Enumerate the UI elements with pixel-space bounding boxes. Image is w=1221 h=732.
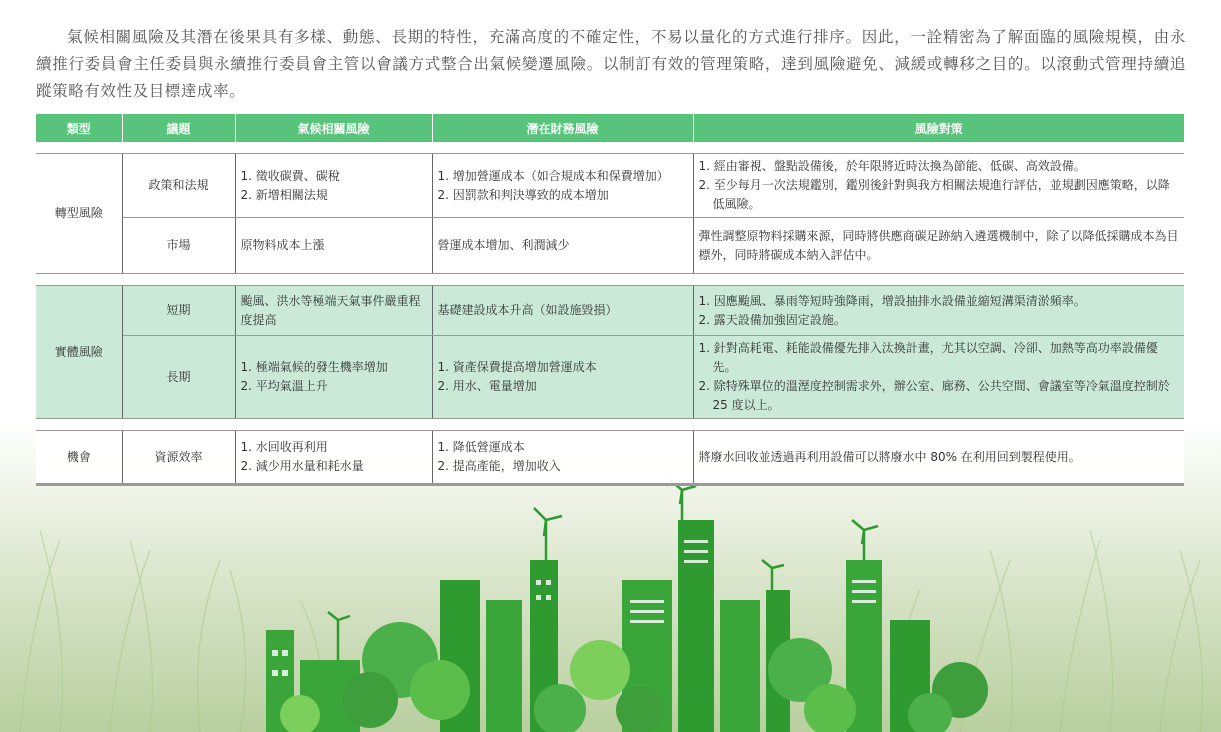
intro-paragraph: 氣候相關風險及其潛在後果具有多樣、動態、長期的特性，充滿高度的不確定性，不易以量化的方式進行排序。因此，一詮精密為了解面臨的風險規模，由永續推行委員會主任委員與永續推行委員會主管以會議方式整合出氣候變遷風險。以制訂有效的管理策略，達到風險避免、減緩或轉移之目的。以滾動式管理持續追蹤策略有效性及目標達成率。 <box>36 27 1186 100</box>
type-cell-physical: 實體風險 <box>36 286 122 419</box>
table-row <box>36 218 1184 274</box>
measures-cell: 彈性調整原物料採購來源，同時將供應商碳足跡納入遴選機制中，除了以降低採購成本為目標外，同時將碳成本納入評估中。 <box>693 218 1184 274</box>
table-row <box>36 286 1184 336</box>
measures-cell <box>693 336 1184 419</box>
list-item: 1. 資產保費提高增加營運成本 <box>437 360 597 374</box>
measures-cell <box>693 154 1184 218</box>
issue-cell: 資源效率 <box>122 431 235 485</box>
header-risk-measures: 風險對策 <box>693 114 1184 142</box>
list-item: 1. 增加營運成本（如合規成本和保費增加） <box>437 168 669 183</box>
list-item: 2. 新增相關法規 <box>240 187 328 202</box>
issue-cell: 市場 <box>122 218 235 274</box>
list-item: 1. 水回收再利用 <box>240 440 328 454</box>
header-type: 類型 <box>36 114 122 142</box>
header-issue: 議題 <box>122 114 235 142</box>
climate-risk-cell: 颱風、洪水等極端天氣事件嚴重程度提高 <box>235 286 432 336</box>
list-item: 2. 至少每月一次法規鑑別，鑑別後針對與我方相關法規進行評估，並規劃因應策略，以降低風險。 <box>698 178 1170 211</box>
climate-risk-cell <box>235 431 432 485</box>
list-item: 2. 因罰款和判決導致的成本增加 <box>437 187 609 202</box>
financial-risk-cell <box>432 336 693 419</box>
table-row <box>36 336 1184 419</box>
list-item: 1. 極端氣候的發生機率增加 <box>240 360 388 374</box>
financial-risk-cell <box>432 154 693 218</box>
financial-risk-cell: 基礎建設成本升高（如設施毀損） <box>432 286 693 336</box>
list-item: 1. 徵收碳費、碳稅 <box>240 168 340 183</box>
table-header-row <box>36 114 1184 142</box>
list-item: 1. 針對高耗電、耗能設備優先排入汰換計畫，尤其以空調、冷卻、加熱等高功率設備優先。 <box>698 341 1158 374</box>
financial-risk-cell <box>432 431 693 485</box>
list-item: 1. 因應颱風、暴雨等短時強降雨，增設抽排水設備並縮短溝渠清淤頻率。 <box>698 293 1086 308</box>
header-climate-risk: 氣候相關風險 <box>235 114 432 142</box>
list-item: 2. 減少用水量和耗水量 <box>240 459 364 473</box>
list-item: 2. 用水、電量增加 <box>437 379 537 393</box>
table-row <box>36 431 1184 485</box>
climate-risk-cell <box>235 336 432 419</box>
header-financial-risk: 潛在財務風險 <box>432 114 693 142</box>
issue-cell: 長期 <box>122 336 235 419</box>
type-cell-opportunity: 機會 <box>36 431 122 485</box>
climate-risk-cell <box>235 154 432 218</box>
financial-risk-cell: 營運成本增加、利潤減少 <box>432 218 693 274</box>
measures-cell <box>693 286 1184 336</box>
climate-risk-table <box>36 114 1184 486</box>
table-row <box>36 154 1184 218</box>
measures-cell: 將廢水回收並透過再利用設備可以將廢水中 80% 在利用回到製程使用。 <box>693 431 1184 485</box>
list-item: 2. 平均氣溫上升 <box>240 379 328 393</box>
list-item: 2. 除特殊單位的溫溼度控制需求外，辦公室、廊務、公共空間、會議室等冷氣溫度控制於 25 度以上。 <box>698 379 1170 412</box>
list-item: 1. 降低營運成本 <box>437 440 525 454</box>
list-item: 2. 提高產能，增加收入 <box>437 459 561 473</box>
type-cell-transition: 轉型風險 <box>36 154 122 274</box>
issue-cell: 短期 <box>122 286 235 336</box>
issue-cell: 政策和法規 <box>122 154 235 218</box>
list-item: 1. 經由審視、盤點設備後，於年限將近時汰換為節能、低碳、高效設備。 <box>698 159 1086 173</box>
climate-risk-cell: 原物料成本上漲 <box>235 218 432 274</box>
list-item: 2. 露天設備加強固定設施。 <box>698 312 846 327</box>
